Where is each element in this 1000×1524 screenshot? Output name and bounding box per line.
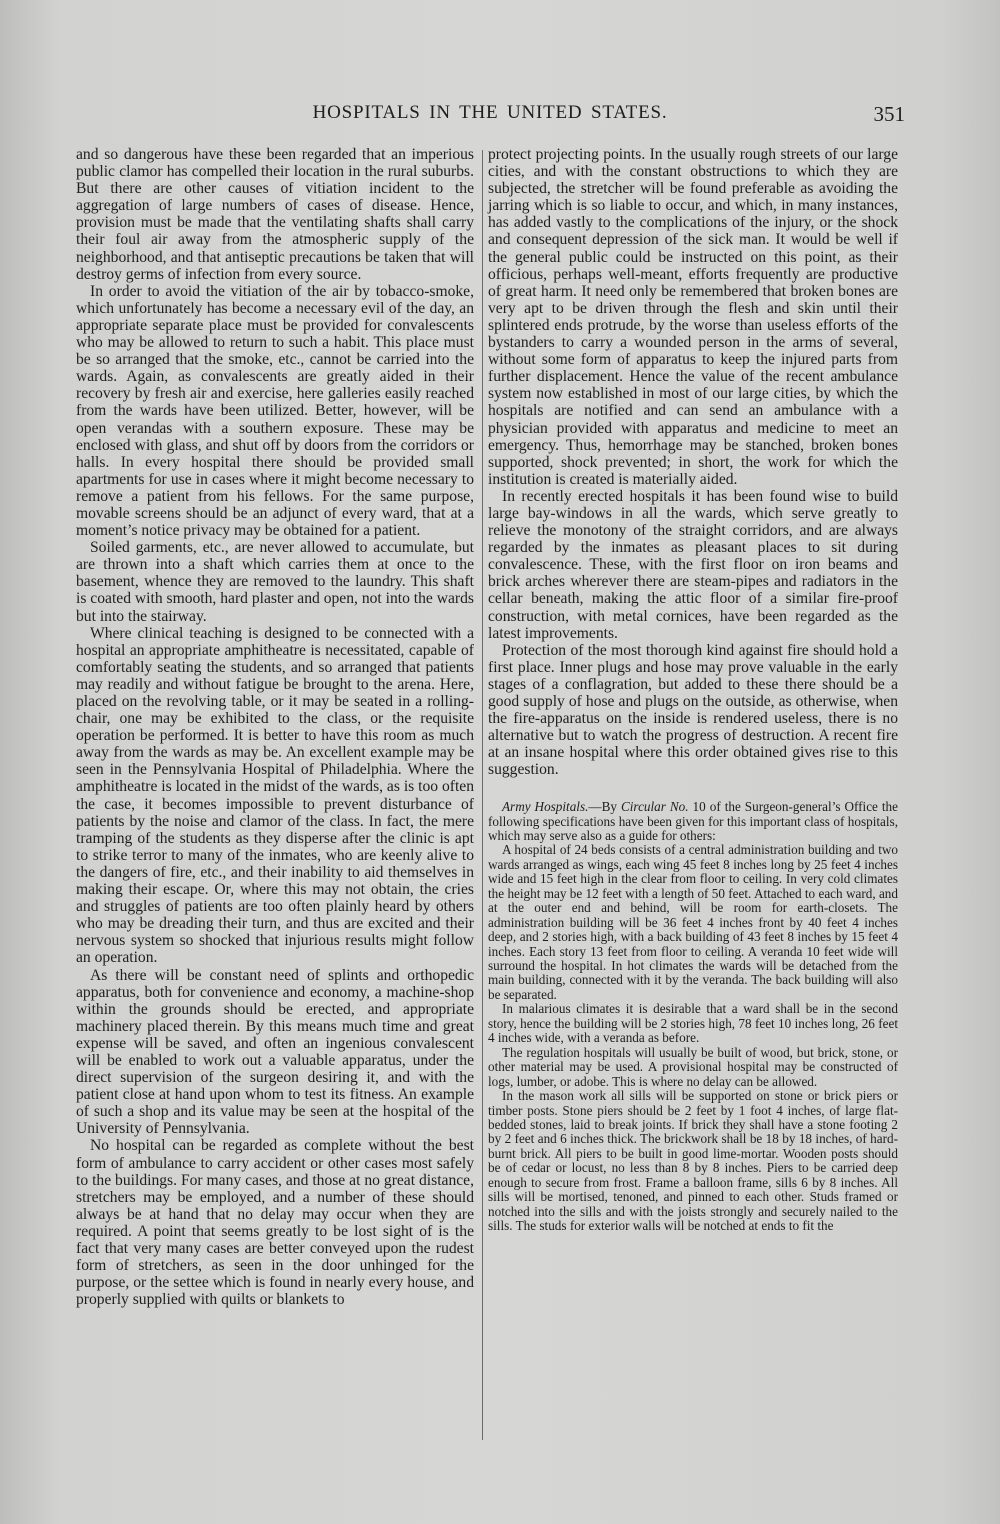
page-header [75,102,905,132]
paragraph: and so dangerous have these been regarded that an imperious public clamor has compelled their location in the rural suburbs. But there are other causes of vitiation incident to the aggregation of large numbers of cases of disease. Hence, provision must be made that the ventilating shafts shall carry their foul air away from the atmospheric supply of the neighborhood, and that antiseptic precautions be taken that will destroy germs of infection from every source. [76,146,474,283]
specification-paragraph: In malarious climates it is desirable that a ward shall be in the second story, hence the building will be 2 stories high, 78 feet 10 inches long, 26 feet 4 inches wide, with a veranda as before. [488,1001,898,1046]
army-hospitals-heading: Army Hospitals. [502,799,589,815]
specification-paragraph: In the mason work all sills will be supported on stone or brick piers or timber posts. Stone piers should be 2 feet by 1 foot 4 inches, of large flat-bedded stones, laid to break joints. If brick they shall have a stone footing 2 by 2 feet and 6 inches thick. The brickwork shall be 18 by 18 inches, of hard-burnt brick. All piers to be built in good lime-mortar. Wooden posts should be of cedar or locust, no less than 8 by 8 inches. Piers to be carried deep enough to secure from frost. Frame a balloon frame, sills 6 by 8 inches. All sills will be mortised, tenoned, and pinned to each other. Studs framed or notched into the sills and with the joists strongly and securely nailed to the sills. The studs for exterior walls will be notched at ends to fit the [488,1088,898,1234]
column-divider [482,150,483,1440]
paragraph: In order to avoid the vitiation of the air by tobacco-smoke, which unfortunately has become a necessary evil of the day, an appropriate separate place must be provided for convalescents who may be allowed to return to such a habit. This place must be so arranged that the smoke, etc., cannot be carried into the wards. Again, as convalescents are greatly aided in their recovery by fresh air and exercise, here galleries easily reached from the wards have been utilized. Better, however, will be open verandas with a southern exposure. These may be enclosed with glass, and shut off by doors from the corridors or halls. In every hospital there should be provided small apartments for use in cases where it might become necessary to remove a patient from his fellows. For the same purpose, movable screens should be an adjunct of every ward, that at a moment’s notice privacy may be obtained for a patient. [76,282,474,540]
page-number: 351 [873,102,905,126]
paragraph: Where clinical teaching is designed to be connected with a hospital an appropriate amphitheatre is necessitated, capable of comfortably seating the students, and so arranged that patients may readily and without fatigue be brought to the arena. Here, placed on the revolving table, or it may be seated in a rolling-chair, one may be exhibited to the class, or the requisite operation be performed. It is better to have this room as much away from the wards as may be. An excellent example may be seen in the Pennsylvania Hospital of Philadelphia. Where the amphitheatre is located in the midst of the wards, as is too often the case, it becomes impossible to prevent disturbance of patients by the noise and clamor of the class. In fact, the mere tramping of the students as they disperse after the clinic is apt to strike terror to many of the inmates, who are keenly alive to the dangers of fire, etc., and their inability to aid themselves in making their escape. Or, where this may not obtain, the cries and struggles of patients are too often plainly heard by others who may be dreading their turn, and thus are excited and their nervous system so shocked that injurious results might follow an operation. [76,624,474,967]
paragraph: Protection of the most thorough kind against fire should hold a first place. Inner plugs and hose may prove valuable in the early stages of a conflagration, but added to these there should be a good supply of hose and plugs on the outside, as otherwise, when the fire-apparatus on the inside is rendered useless, there is no alternative but to watch the progress of destruction. A recent fire at an insane hospital where this order obtained gives rise to this suggestion. [488,641,898,779]
left-column [76,146,474,1308]
dash: —By [588,799,621,815]
paragraph: Soiled garments, etc., are never allowed to accumulate, but are thrown into a shaft which carries them at once to the basement, whence they are removed to the laundry. This shaft is coated with smooth, hard plaster and open, not into the wards but into the stairway. [76,539,474,625]
paragraph: protect projecting points. In the usually rough streets of our large cities, and with the constant obstructions to which they are subjected, the stretcher will be found preferable as avoiding the jarring which is so liable to occur, and which, in many instances, has added vastly to the complications of the injury, or the shock and consequent depression of the sick man. It would be well if the general public could be instructed on this point, as their officious, perhaps well-meant, efforts frequently are productive of great harm. It need only be remembered that broken bones are very apt to be driven through the flesh and skin until their splintered ends protrude, by the worse than useless efforts of the bystanders to carry a wounded person in the arms of several, without some form of apparatus to keep the injured parts from further displacement. Hence the value of the recent ambulance system now established in most of our large cities, by which the hospitals are notified and can send an ambulance with a physician provided with apparatus and medicine to meet an emergency. Thus, hemorrhage may be stanched, broken bones supported, shock prevented; in short, the work for which the institution is created is materially aided. [488,146,898,488]
specification-paragraph: A hospital of 24 beds consists of a central administration building and two wards arranged as wings, each wing 45 feet 8 inches long by 25 feet 4 inches wide and 15 feet high in the clear from floor to ceiling. In very cold climates the height may be 12 feet with a length of 50 feet. Attached to each ward, and at the outer end and behind, will be room for earth-closets. The administration building will be 36 feet 4 inches front by 40 feet 4 inches deep, and 2 stories high, with a back building of 43 feet 8 inches by 15 feet 4 inches. Each story 13 feet from floor to ceiling. A veranda 10 feet wide will surround the hospital. In hot climates the wards will be detached from the main building, connected with it by the veranda. The back building will also be separated. [488,842,898,1002]
paragraph: No hospital can be regarded as complete without the best form of ambulance to carry accident or other cases most safely to the buildings. For many cases, and those at no great distance, stretchers may be employed, and a number of these should always be at hand that no delay may occur when they are required. A point that seems greatly to be lost sight of is the fact that very many cases are better conveyed upon the rudest form of stretchers, as seen in the door unhinged for the purpose, or the settee which is found in nearly every house, and properly supplied with quilts or blankets to [76,1137,474,1309]
army-hospitals-intro [488,800,898,843]
paragraph: As there will be constant need of splints and orthopedic apparatus, both for convenience and economy, a machine-shop within the grounds should be erected, and appropriate machinery placed therein. By this means much time and great expense will be saved, and often an ingenious convalescent will be enabled to work out a valuable apparatus, under the direct supervision of the surgeon desiring it, and with the patient close at hand upon whom to test its fitness. An example of such a shop and its value may be seen at the hospital of the University of Pennsylvania. [76,966,474,1138]
specification-paragraph: The regulation hospitals will usually be built of wood, but brick, stone, or other material may be used. A provisional hospital may be constructed of logs, lumber, or adobe. This is where no delay can be allowed. [488,1044,898,1089]
circular-label: Circular No. [620,799,689,815]
paragraph: In recently erected hospitals it has been found wise to build large bay-windows in all the wards, which serve greatly to relieve the monotony of the straight corridors, and are always regarded by the inmates as pleasant places to sit during convalescence. These, with the first floor on iron beams and brick arches wherever there are steam-pipes and radiators in the cellar beneath, making the attic floor of a similar fire-proof construction, with metal cornices, have been regarded as the latest improvements. [488,487,898,642]
specifications [488,843,898,1233]
running-title: HOSPITALS IN THE UNITED STATES. [312,102,668,123]
right-column [488,146,898,1234]
intro-text: 10 of the Surgeon-general’s Office the following specifications have been given for this important class of hospitals, which may serve also as a guide for others: [488,799,898,844]
